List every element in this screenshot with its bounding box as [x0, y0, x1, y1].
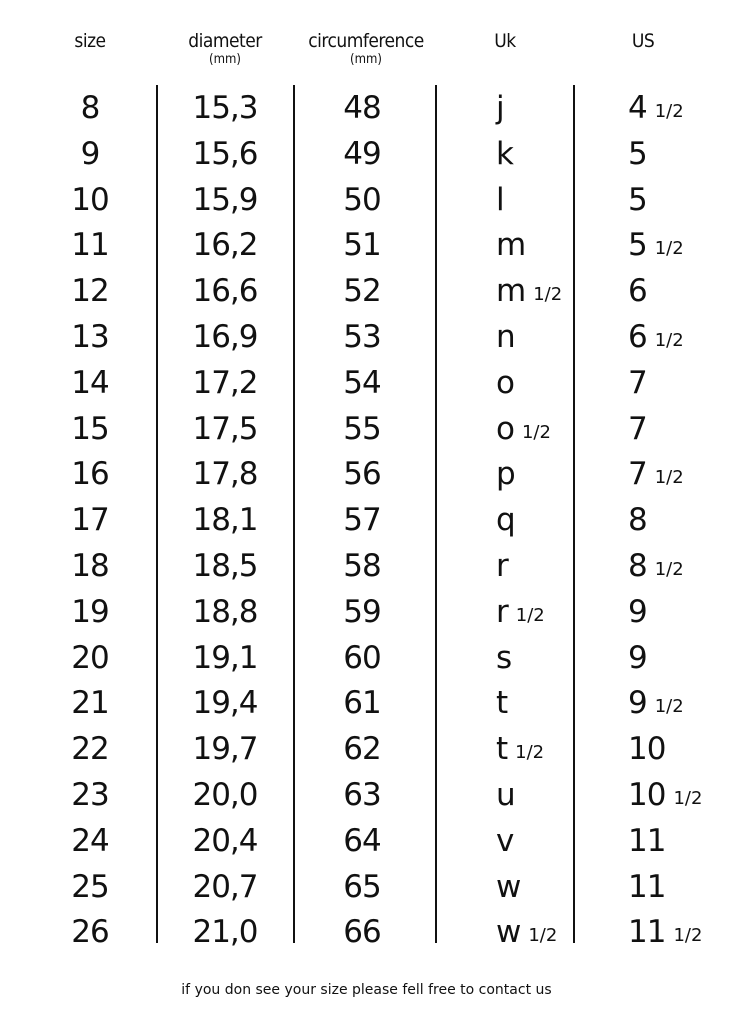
- header-uk-label: Uk: [494, 30, 516, 52]
- size-cell-value: 9: [80, 135, 100, 172]
- us-cell: [628, 452, 684, 498]
- uk-cell-fraction: 1/2: [533, 284, 563, 306]
- circumference-cell-value: 60: [343, 639, 381, 676]
- uk-cell: [496, 269, 562, 315]
- us-cell-value: 6: [628, 273, 647, 310]
- diameter-cell-value: 20,7: [192, 868, 258, 905]
- size-table-body: [0, 86, 733, 956]
- diameter-cell-value: 16,9: [192, 318, 258, 355]
- table-row: [0, 865, 733, 911]
- us-cell: [628, 544, 684, 590]
- size-cell-value: 10: [71, 181, 109, 218]
- uk-cell-value: r: [496, 547, 508, 584]
- header-us: [563, 30, 723, 52]
- uk-cell: [496, 315, 515, 361]
- table-row: [0, 636, 733, 682]
- table-row: [0, 132, 733, 178]
- diameter-cell-value: 15,6: [192, 135, 258, 172]
- uk-cell-value: t: [496, 731, 508, 768]
- us-cell-value: 5: [628, 135, 647, 172]
- size-cell: [71, 636, 108, 682]
- uk-cell-value: j: [496, 90, 504, 126]
- us-cell: [628, 910, 702, 956]
- us-cell-fraction: 1/2: [654, 101, 684, 122]
- uk-cell: [496, 407, 551, 453]
- uk-cell: [496, 544, 508, 590]
- table-row: [0, 223, 733, 269]
- circumference-cell-value: 52: [343, 273, 381, 310]
- size-cell: [71, 590, 108, 636]
- us-cell-value: 7: [628, 456, 647, 493]
- us-cell-fraction: 1/2: [673, 787, 703, 809]
- size-cell: [71, 910, 108, 956]
- us-cell-fraction: 1/2: [654, 467, 684, 489]
- diameter-cell-value: 21,0: [192, 914, 258, 951]
- circumference-cell: [343, 681, 380, 727]
- diameter-cell-value: 15,9: [192, 181, 258, 218]
- diameter-cell-value: 15,3: [192, 90, 258, 126]
- size-cell: [71, 407, 108, 453]
- us-cell-fraction: 1/2: [654, 329, 684, 351]
- uk-cell: [496, 773, 515, 819]
- circumference-cell: [343, 86, 380, 132]
- circumference-cell-value: 61: [343, 685, 381, 722]
- us-cell-value: 7: [628, 410, 647, 447]
- us-cell-value: 9: [628, 639, 647, 676]
- header-circumference-unit: (mm): [350, 52, 382, 67]
- diameter-cell-value: 17,8: [192, 456, 258, 493]
- circumference-cell: [343, 178, 380, 224]
- table-row: [0, 269, 733, 315]
- diameter-cell-value: 18,5: [192, 547, 258, 584]
- us-cell: [628, 361, 647, 407]
- table-row: [0, 315, 733, 361]
- us-cell: [628, 636, 647, 682]
- size-cell-value: 17: [71, 502, 109, 539]
- circumference-cell-value: 56: [343, 456, 381, 493]
- uk-cell: [496, 636, 511, 682]
- uk-cell: [496, 498, 515, 544]
- diameter-cell: [192, 132, 257, 178]
- uk-cell: [496, 86, 504, 132]
- us-cell: [628, 86, 684, 132]
- us-cell-value: 11: [628, 822, 666, 859]
- circumference-cell-value: 65: [343, 868, 381, 905]
- us-cell-value: 9: [628, 685, 647, 722]
- diameter-cell-value: 18,8: [192, 593, 258, 630]
- diameter-cell: [192, 269, 257, 315]
- table-row: [0, 681, 733, 727]
- circumference-cell-value: 63: [343, 776, 381, 813]
- us-cell: [628, 727, 665, 773]
- size-cell: [81, 132, 100, 178]
- uk-cell: [496, 681, 507, 727]
- footer-note: if you don see your size please fell free to contact us: [181, 982, 552, 998]
- uk-cell: [496, 452, 515, 498]
- us-cell: [628, 590, 647, 636]
- size-cell-value: 16: [71, 456, 109, 493]
- circumference-cell-value: 66: [343, 914, 381, 951]
- circumference-cell-value: 53: [343, 318, 381, 355]
- size-cell-value: 8: [80, 90, 100, 126]
- diameter-cell-value: 16,2: [192, 227, 258, 264]
- circumference-cell: [343, 636, 380, 682]
- uk-cell-value: n: [496, 318, 515, 355]
- us-cell: [628, 223, 684, 269]
- diameter-cell-value: 19,4: [192, 685, 258, 722]
- us-cell: [628, 407, 647, 453]
- us-cell-fraction: 1/2: [654, 696, 684, 718]
- circumference-cell: [343, 910, 380, 956]
- us-cell-value: 4: [628, 90, 647, 126]
- uk-cell: [496, 865, 520, 911]
- table-row: [0, 498, 733, 544]
- size-cell-value: 24: [71, 822, 109, 859]
- size-cell-value: 14: [71, 364, 109, 401]
- size-cell: [71, 498, 108, 544]
- uk-cell-value: l: [496, 181, 504, 218]
- circumference-cell-value: 58: [343, 547, 381, 584]
- table-row: [0, 727, 733, 773]
- diameter-cell: [192, 86, 257, 132]
- size-cell-value: 26: [71, 914, 109, 951]
- diameter-cell: [192, 865, 257, 911]
- uk-cell-value: r: [496, 593, 508, 630]
- circumference-cell-value: 64: [343, 822, 381, 859]
- uk-cell-value: t: [496, 685, 508, 722]
- circumference-cell: [343, 498, 380, 544]
- us-cell: [628, 178, 647, 224]
- diameter-cell: [192, 361, 257, 407]
- uk-cell-value: m: [496, 227, 526, 264]
- size-cell: [71, 544, 108, 590]
- diameter-cell: [192, 681, 257, 727]
- uk-cell: [496, 361, 514, 407]
- size-cell-value: 12: [71, 273, 109, 310]
- us-cell: [628, 819, 665, 865]
- uk-cell-value: s: [496, 639, 512, 676]
- diameter-cell: [192, 636, 257, 682]
- diameter-cell-value: 19,7: [192, 731, 258, 768]
- uk-cell-value: m: [496, 273, 526, 310]
- us-cell-value: 5: [628, 227, 647, 264]
- uk-cell-value: o: [496, 410, 514, 447]
- uk-cell-fraction: 1/2: [515, 742, 545, 764]
- us-cell: [628, 315, 684, 361]
- size-cell: [71, 269, 108, 315]
- us-cell-value: 6: [628, 318, 647, 355]
- circumference-cell: [343, 269, 380, 315]
- circumference-cell: [343, 132, 380, 178]
- uk-cell-value: p: [496, 456, 515, 493]
- header-diameter: [145, 30, 305, 68]
- table-row: [0, 361, 733, 407]
- circumference-cell: [343, 407, 380, 453]
- diameter-cell-value: 18,1: [192, 502, 258, 539]
- size-cell-value: 18: [71, 547, 109, 584]
- circumference-cell: [343, 865, 380, 911]
- uk-cell: [496, 590, 545, 636]
- us-cell-fraction: 1/2: [654, 238, 684, 260]
- diameter-cell: [192, 498, 257, 544]
- uk-cell: [496, 727, 544, 773]
- us-cell: [628, 269, 647, 315]
- diameter-cell: [192, 910, 257, 956]
- circumference-cell-value: 55: [343, 410, 381, 447]
- us-cell-value: 8: [628, 547, 647, 584]
- circumference-cell-value: 59: [343, 593, 381, 630]
- size-cell: [71, 773, 108, 819]
- size-cell: [71, 178, 108, 224]
- us-cell-value: 9: [628, 593, 647, 630]
- uk-cell: [496, 819, 513, 865]
- size-cell-value: 19: [71, 593, 109, 630]
- us-cell-value: 7: [628, 364, 647, 401]
- us-cell-value: 11: [628, 868, 666, 905]
- circumference-cell-value: 48: [343, 90, 381, 126]
- header-circumference-label: circumference: [308, 30, 424, 52]
- size-cell: [71, 819, 108, 865]
- uk-cell-fraction: 1/2: [521, 421, 551, 443]
- uk-cell: [496, 910, 557, 956]
- us-cell-fraction: 1/2: [654, 558, 684, 580]
- us-cell-value: 5: [628, 181, 647, 218]
- size-cell-value: 15: [71, 410, 109, 447]
- us-cell: [628, 132, 647, 178]
- size-cell-value: 23: [71, 776, 109, 813]
- circumference-cell-value: 62: [343, 731, 381, 768]
- diameter-cell: [192, 407, 257, 453]
- uk-cell-value: o: [496, 364, 514, 401]
- diameter-cell-value: 17,5: [192, 410, 258, 447]
- diameter-cell-value: 19,1: [192, 639, 258, 676]
- header-diameter-unit: (mm): [209, 52, 241, 67]
- size-cell-value: 25: [71, 868, 109, 905]
- us-cell-value: 11: [628, 914, 666, 951]
- table-row: [0, 86, 733, 132]
- diameter-cell-value: 17,2: [192, 364, 258, 401]
- diameter-cell: [192, 773, 257, 819]
- size-cell: [71, 681, 108, 727]
- circumference-cell: [343, 773, 380, 819]
- table-row: [0, 590, 733, 636]
- circumference-cell: [343, 544, 380, 590]
- size-cell: [71, 452, 108, 498]
- size-cell-value: 11: [71, 227, 109, 264]
- us-cell-fraction: 1/2: [673, 925, 703, 947]
- header-size-label: size: [74, 30, 106, 52]
- size-cell-value: 22: [71, 731, 109, 768]
- size-cell-value: 20: [71, 639, 109, 676]
- diameter-cell: [192, 590, 257, 636]
- diameter-cell: [192, 819, 257, 865]
- size-cell: [71, 865, 108, 911]
- diameter-cell: [192, 223, 257, 269]
- uk-cell: [496, 132, 513, 178]
- circumference-cell-value: 54: [343, 364, 381, 401]
- table-row: [0, 407, 733, 453]
- uk-cell: [496, 223, 525, 269]
- header-diameter-label: diameter: [188, 30, 262, 52]
- us-cell-value: 8: [628, 502, 647, 539]
- diameter-cell: [192, 315, 257, 361]
- size-cell: [71, 361, 108, 407]
- size-cell: [71, 727, 108, 773]
- diameter-cell: [192, 544, 257, 590]
- table-row: [0, 819, 733, 865]
- diameter-cell: [192, 727, 257, 773]
- us-cell-value: 10: [628, 731, 666, 768]
- circumference-cell: [343, 819, 380, 865]
- size-cell: [71, 223, 108, 269]
- circumference-cell: [343, 590, 380, 636]
- us-cell-value: 10: [628, 776, 666, 813]
- size-cell-value: 13: [71, 318, 109, 355]
- table-row: [0, 773, 733, 819]
- circumference-cell: [343, 361, 380, 407]
- diameter-cell-value: 20,4: [192, 822, 258, 859]
- circumference-cell: [343, 315, 380, 361]
- us-cell: [628, 681, 684, 727]
- table-row: [0, 178, 733, 224]
- circumference-cell-value: 50: [343, 181, 381, 218]
- uk-cell: [496, 178, 504, 224]
- table-row: [0, 910, 733, 956]
- uk-cell-value: v: [496, 822, 514, 859]
- uk-cell-fraction: 1/2: [528, 925, 558, 947]
- uk-cell-fraction: 1/2: [515, 604, 545, 626]
- us-cell: [628, 773, 702, 819]
- circumference-cell-value: 57: [343, 502, 381, 539]
- circumference-cell-value: 49: [343, 135, 381, 172]
- header-us-label: US: [631, 30, 655, 52]
- table-row: [0, 544, 733, 590]
- header-circumference: [286, 30, 446, 68]
- us-cell: [628, 498, 647, 544]
- size-cell-value: 21: [71, 685, 109, 722]
- circumference-cell: [343, 223, 380, 269]
- diameter-cell-value: 16,6: [192, 273, 258, 310]
- uk-cell-value: u: [496, 776, 515, 813]
- size-cell: [71, 315, 108, 361]
- diameter-cell: [192, 452, 257, 498]
- header-uk: [425, 30, 585, 52]
- diameter-cell: [192, 178, 257, 224]
- us-cell: [628, 865, 665, 911]
- circumference-cell: [343, 727, 380, 773]
- uk-cell-value: k: [496, 135, 513, 172]
- uk-cell-value: q: [496, 502, 515, 539]
- uk-cell-value: w: [496, 868, 521, 905]
- circumference-cell-value: 51: [343, 227, 381, 264]
- uk-cell-value: w: [496, 914, 521, 951]
- circumference-cell: [343, 452, 380, 498]
- diameter-cell-value: 20,0: [192, 776, 258, 813]
- table-row: [0, 452, 733, 498]
- size-cell: [81, 86, 100, 132]
